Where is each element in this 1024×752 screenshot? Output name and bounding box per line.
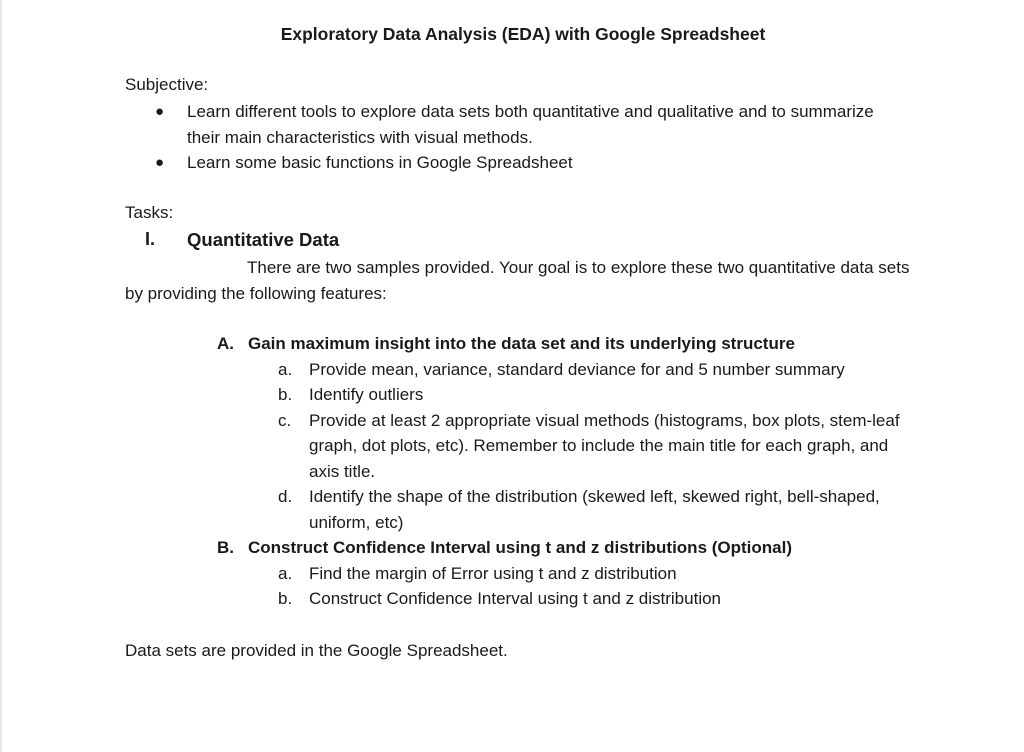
- item-letter: d.: [278, 487, 293, 506]
- list-item: [217, 561, 909, 587]
- section-a: [217, 331, 937, 535]
- document-title: Exploratory Data Analysis (EDA) with Google Spreadsheet: [280, 24, 766, 44]
- subjective-item-text: Learn different tools to explore data sets both quantitative and qualitative and to summarize their main characteristics with visual methods.: [187, 102, 874, 147]
- item-text: Construct Confidence Interval using t and z distribution: [309, 589, 722, 608]
- section-b: [217, 535, 937, 612]
- item-letter: c.: [278, 410, 292, 430]
- subjective-label: Subjective:: [125, 75, 209, 94]
- section-letter: B.: [217, 538, 234, 557]
- section-heading-text: Gain maximum insight into the data set and its underlying structure: [248, 334, 795, 353]
- item-letter: a.: [278, 359, 293, 379]
- item-text: Find the margin of Error using t and z distribution: [309, 563, 677, 583]
- subjective-list: [125, 99, 905, 176]
- item-letter: a.: [278, 563, 293, 583]
- list-item: [217, 408, 909, 485]
- section-a-list: [217, 357, 937, 536]
- subjective-item: [125, 150, 905, 176]
- section-b-list: [217, 561, 937, 612]
- list-item: [217, 382, 909, 408]
- section-heading: [217, 535, 937, 561]
- part-title: Quantitative Data: [187, 229, 340, 250]
- list-item: [217, 484, 909, 535]
- section-letter: A.: [217, 334, 234, 353]
- list-item: [217, 357, 909, 383]
- subjective-item: [125, 99, 905, 150]
- footer-note: Data sets are provided in the Google Spreadsheet.: [125, 641, 508, 660]
- item-letter: b.: [278, 385, 293, 404]
- item-text: Identify outliers: [309, 385, 424, 404]
- part-intro: There are two samples provided. Your goal is to explore these two quantitative data sets by providing the following features:: [125, 258, 910, 303]
- subjective-item-text: Learn some basic functions in Google Spreadsheet: [187, 153, 573, 172]
- part-numeral: I.: [145, 229, 156, 249]
- item-text: Provide at least 2 appropriate visual methods (histograms, box plots, stem-leaf graph, dot plots, etc). Remember to include the main title for each graph, and axis title.: [309, 410, 900, 481]
- section-heading: [217, 331, 937, 357]
- tasks-label: Tasks:: [125, 203, 174, 222]
- item-text: Identify the shape of the distribution (skewed left, skewed right, bell-shaped, uniform, etc): [309, 487, 880, 532]
- section-heading-text: Construct Confidence Interval using t and z distributions (Optional): [248, 538, 793, 557]
- item-text: Provide mean, variance, standard deviance for and 5 number summary: [309, 359, 845, 379]
- list-item: [217, 586, 909, 612]
- bullet-dot-icon: ●: [155, 103, 165, 120]
- item-letter: b.: [278, 589, 293, 608]
- bullet-dot-icon: ●: [155, 154, 165, 171]
